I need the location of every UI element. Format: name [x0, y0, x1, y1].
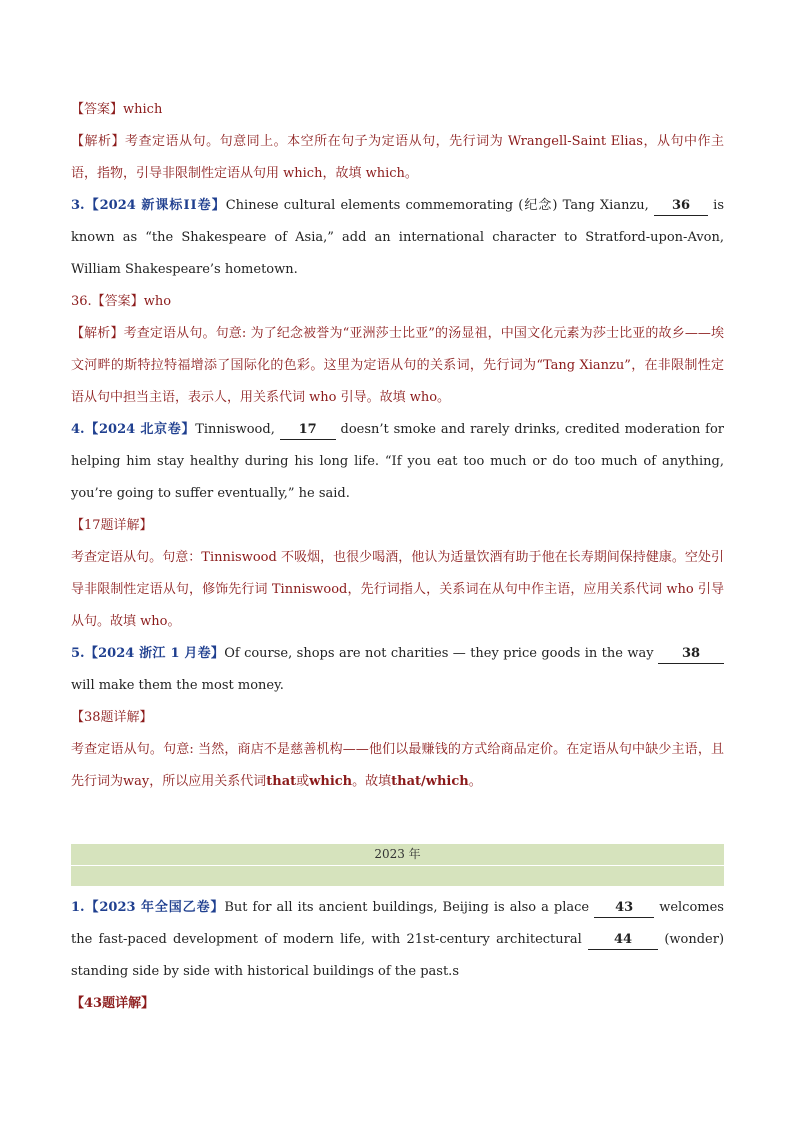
- detail-tag: 【17题详解】: [71, 518, 153, 533]
- detail-text: ，所以应用关系代词: [149, 774, 267, 789]
- question-number: 3.: [71, 198, 85, 213]
- section-2023: [71, 892, 724, 1020]
- answer-36: [71, 286, 724, 318]
- question-source: 【2023 年全国乙卷】: [84, 900, 225, 915]
- divider: [71, 865, 724, 866]
- question-text: (wonder) standing side by side with historical buildings of the past.s: [71, 932, 725, 979]
- analysis-tag: 【解析】: [71, 326, 124, 341]
- question-text: is known as “the Shakespeare of Asia,” add an international character to Stratford-upon-Avon, William Shakespeare’s hometown.: [71, 198, 725, 277]
- question-5: [71, 638, 724, 702]
- question-number: 5.: [71, 646, 85, 661]
- answer-prev: [71, 94, 724, 126]
- question-number: 1.: [71, 900, 85, 915]
- blank-38: 38: [658, 645, 724, 664]
- section-spacer: [71, 798, 724, 838]
- question-text: Tinniswood,: [195, 422, 275, 437]
- blank-43: 43: [594, 899, 654, 918]
- detail-keyword: way: [123, 774, 150, 789]
- question-source: 【2024 北京卷】: [84, 422, 196, 437]
- detail-text: 或: [296, 774, 310, 789]
- analysis-36: [71, 318, 724, 414]
- document-page: [71, 94, 724, 1020]
- question-text: doesn’t smoke and rarely drinks, credited moderation for helping him stay healthy during his long life. “If you eat too much or do too much of anything, you’re going to suffer eventually,” he said.: [71, 422, 725, 501]
- question-text: welcomes the fast-paced development of modern life, with 21st-century architectural: [71, 900, 724, 947]
- answer-value: which: [123, 102, 163, 117]
- answer-tag: 【答案】: [71, 102, 124, 117]
- question-source: 【2024 浙江 1 月卷】: [84, 646, 225, 661]
- detail-keyword: which: [309, 774, 353, 789]
- detail-38-heading: [71, 702, 724, 734]
- year-section-bar: [71, 844, 724, 886]
- question-text: will make them the most money.: [71, 678, 284, 693]
- question-text: Of course, shops are not charities — they price goods in the way: [224, 646, 654, 661]
- question-text: Chinese cultural elements commemorating (纪念) Tang Xianzu,: [225, 198, 649, 213]
- detail-text: 考查定语从句。句意: 当然，商店不是慈善机构——他们以最赚钱的方式给商品定价。在定语从句中缺少主语，且先行词为: [71, 742, 724, 789]
- year-label: 2023 年: [374, 847, 421, 861]
- detail-keyword: that: [266, 774, 297, 789]
- detail-17-text: 考查定语从句。句意：Tinniswood 不吸烟，也很少喝酒，他认为适量饮酒有助于他在长寿期间保持健康。空处引导非限制性定语从句，修饰先行词 Tinniswood，先行词指人，关系词在从句中作主语，应用关系代词 who 引导从句。故填 who。: [71, 550, 724, 629]
- answer-value: who: [143, 294, 172, 309]
- question-number: 4.: [71, 422, 85, 437]
- detail-17-heading: [71, 510, 724, 542]
- answer-tag: 36.【答案】: [71, 294, 144, 309]
- question-4: [71, 414, 724, 510]
- analysis-prev: [71, 126, 724, 190]
- blank-44: 44: [588, 931, 658, 950]
- analysis-text: 考查定语从句。句意: 为了纪念被誉为“亚洲莎士比亚”的汤显祖，中国文化元素为莎士比亚的故乡——埃文河畔的斯特拉特福增添了国际化的色彩。这里为定语从句的关系词，先行词为“Tang Xianzu”，在非限制性定语从句中担当主语，表示人，用关系代词 who 引导。故填 who。: [71, 326, 724, 405]
- detail-text: 。故填: [352, 774, 392, 789]
- detail-text: 。: [468, 774, 482, 789]
- question-2023-1: [71, 892, 724, 988]
- detail-tag: 【43题详解】: [71, 996, 155, 1011]
- question-source: 【2024 新课标ⅠⅠ卷】: [84, 198, 226, 213]
- question-text: But for all its ancient buildings, Beijing is also a place: [224, 900, 590, 915]
- detail-38-text: [71, 734, 724, 798]
- blank-36: 36: [654, 197, 708, 216]
- detail-43-heading: [71, 988, 724, 1020]
- blank-17: 17: [280, 421, 336, 440]
- detail-keyword: that/which: [391, 774, 469, 789]
- analysis-tag: 【解析】: [71, 134, 126, 149]
- analysis-text: 考查定语从句。句意同上。本空所在句子为定语从句，先行词为 Wrangell-Saint Elias，从句中作主语，指物，引导非限制性定语从句用 which，故填 which。: [71, 134, 724, 181]
- question-3: [71, 190, 724, 286]
- detail-tag: 【38题详解】: [71, 710, 153, 725]
